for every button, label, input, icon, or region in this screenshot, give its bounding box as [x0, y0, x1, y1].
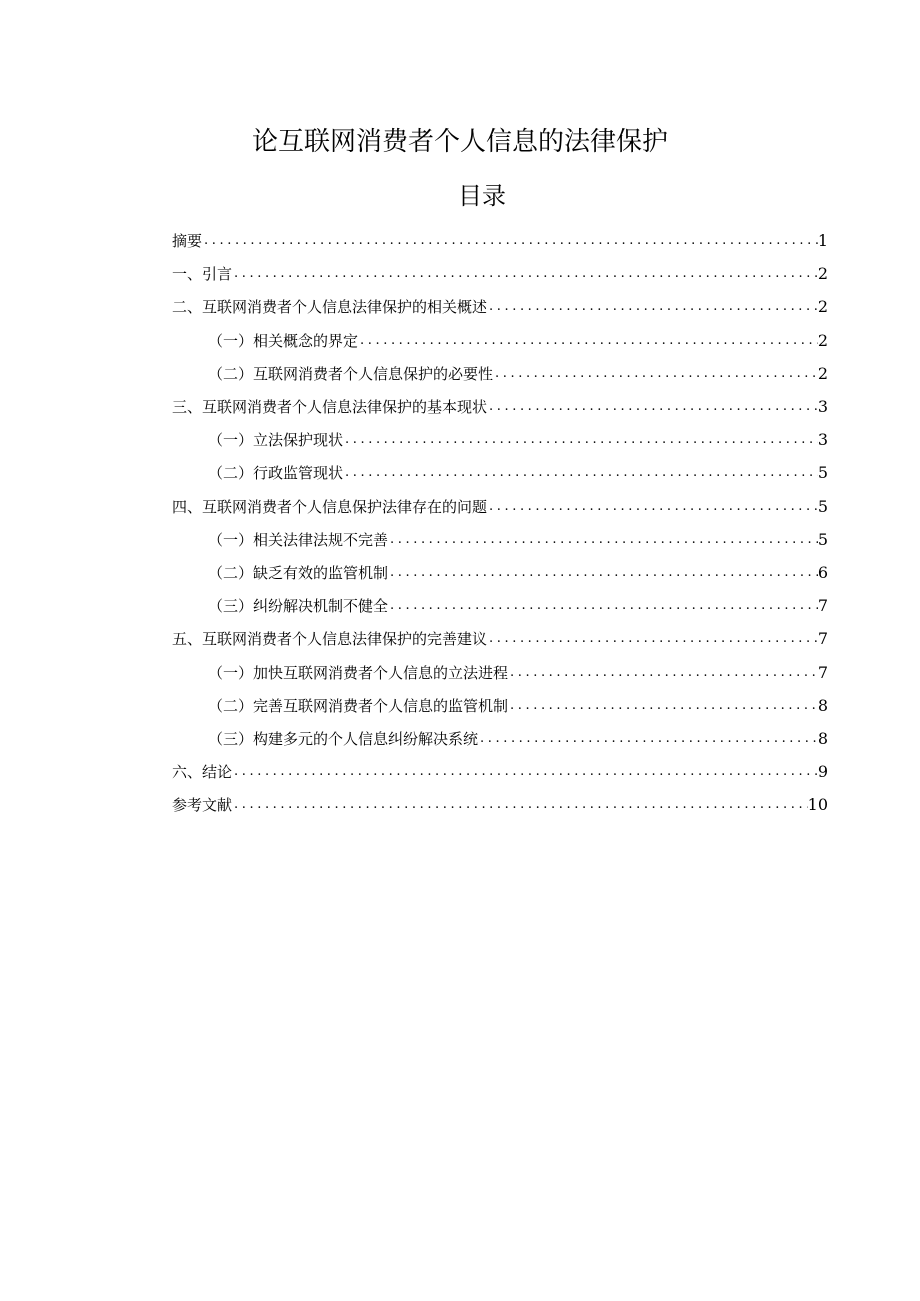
toc-entry[interactable]	[172, 689, 828, 722]
toc-entry-label: （二）行政监管现状	[208, 464, 344, 483]
toc-entry-page-number: 6	[817, 562, 828, 582]
toc-entry-label: （三）构建多元的个人信息纠纷解决系统	[208, 729, 479, 748]
toc-entry[interactable]	[172, 357, 828, 390]
toc-dot-leader	[343, 432, 818, 447]
toc-entry-label: 一、引言	[172, 265, 233, 284]
toc-entry-page-number: 7	[817, 662, 828, 682]
toc-dot-leader	[478, 731, 818, 746]
toc-dot-leader	[508, 665, 818, 680]
toc-dot-leader	[202, 233, 818, 248]
toc-entry[interactable]	[172, 290, 828, 323]
toc-entry-page-number: 2	[817, 363, 828, 383]
toc-entry[interactable]	[172, 224, 828, 257]
toc-entry-label: 摘要	[172, 232, 203, 251]
toc-entry[interactable]	[172, 390, 828, 423]
toc-entry[interactable]	[172, 523, 828, 556]
toc-entry[interactable]	[172, 755, 828, 788]
toc-entry-label: 四、互联网消费者个人信息保护法律存在的问题	[172, 497, 488, 516]
toc-entry-label: （一）相关概念的界定	[208, 331, 359, 350]
toc-entry-page-number: 8	[817, 728, 828, 748]
toc-entry[interactable]	[172, 257, 828, 290]
toc-entry-page-number: 3	[817, 397, 828, 417]
toc-entry-label: （二）完善互联网消费者个人信息的监管机制	[208, 696, 509, 715]
toc-entry[interactable]	[172, 490, 828, 523]
toc-entry[interactable]	[172, 788, 828, 821]
toc-entry[interactable]	[172, 423, 828, 456]
toc-dot-leader	[493, 366, 818, 381]
toc-dot-leader	[232, 797, 808, 812]
toc-entry-label: （三）纠纷解决机制不健全	[208, 597, 389, 616]
toc-dot-leader	[487, 499, 818, 514]
toc-entry-label: 六、结论	[172, 763, 233, 782]
toc-dot-leader	[508, 698, 818, 713]
toc-entry-page-number: 2	[817, 330, 828, 350]
toc-entry-page-number: 1	[817, 231, 828, 251]
toc-entry-page-number: 7	[817, 596, 828, 616]
toc-entry[interactable]	[172, 722, 828, 755]
toc-entry-page-number: 8	[817, 695, 828, 715]
toc-dot-leader	[487, 631, 818, 646]
toc-entry-label: （二）缺乏有效的监管机制	[208, 563, 389, 582]
toc-entry-page-number: 9	[817, 762, 828, 782]
toc-entry-page-number: 3	[817, 430, 828, 450]
toc-entry-page-number: 7	[817, 629, 828, 649]
toc-heading: 目录	[458, 182, 506, 210]
toc-dot-leader	[358, 333, 818, 348]
toc-entry-page-number: 5	[817, 529, 828, 549]
toc-dot-leader	[388, 565, 818, 580]
toc-entry-label: 参考文献	[172, 796, 233, 815]
toc-entry-label: （一）加快互联网消费者个人信息的立法进程	[208, 663, 509, 682]
toc-dot-leader	[232, 266, 818, 281]
document-title: 论互联网消费者个人信息的法律保护	[251, 127, 668, 157]
toc-dot-leader	[487, 299, 818, 314]
toc-dot-leader	[232, 764, 818, 779]
toc-entry-page-number: 10	[807, 795, 828, 815]
table-of-contents	[172, 224, 828, 821]
toc-entry[interactable]	[172, 456, 828, 489]
toc-entry-page-number: 2	[817, 297, 828, 317]
toc-dot-leader	[388, 598, 818, 613]
toc-entry-label: 二、互联网消费者个人信息法律保护的相关概述	[172, 298, 488, 317]
toc-dot-leader	[487, 399, 818, 414]
toc-entry-page-number: 2	[817, 264, 828, 284]
toc-entry-page-number: 5	[817, 496, 828, 516]
toc-dot-leader	[343, 465, 818, 480]
toc-entry[interactable]	[172, 622, 828, 655]
toc-entry[interactable]	[172, 556, 828, 589]
toc-entry-label: （一）相关法律法规不完善	[208, 530, 389, 549]
toc-entry-page-number: 5	[817, 463, 828, 483]
toc-entry-label: （一）立法保护现状	[208, 431, 344, 450]
toc-dot-leader	[388, 532, 818, 547]
toc-entry-label: 三、互联网消费者个人信息法律保护的基本现状	[172, 398, 488, 417]
toc-entry[interactable]	[172, 655, 828, 688]
toc-entry[interactable]	[172, 324, 828, 357]
toc-entry-label: 五、互联网消费者个人信息法律保护的完善建议	[172, 630, 488, 649]
toc-entry-label: （二）互联网消费者个人信息保护的必要性	[208, 364, 494, 383]
toc-entry[interactable]	[172, 589, 828, 622]
